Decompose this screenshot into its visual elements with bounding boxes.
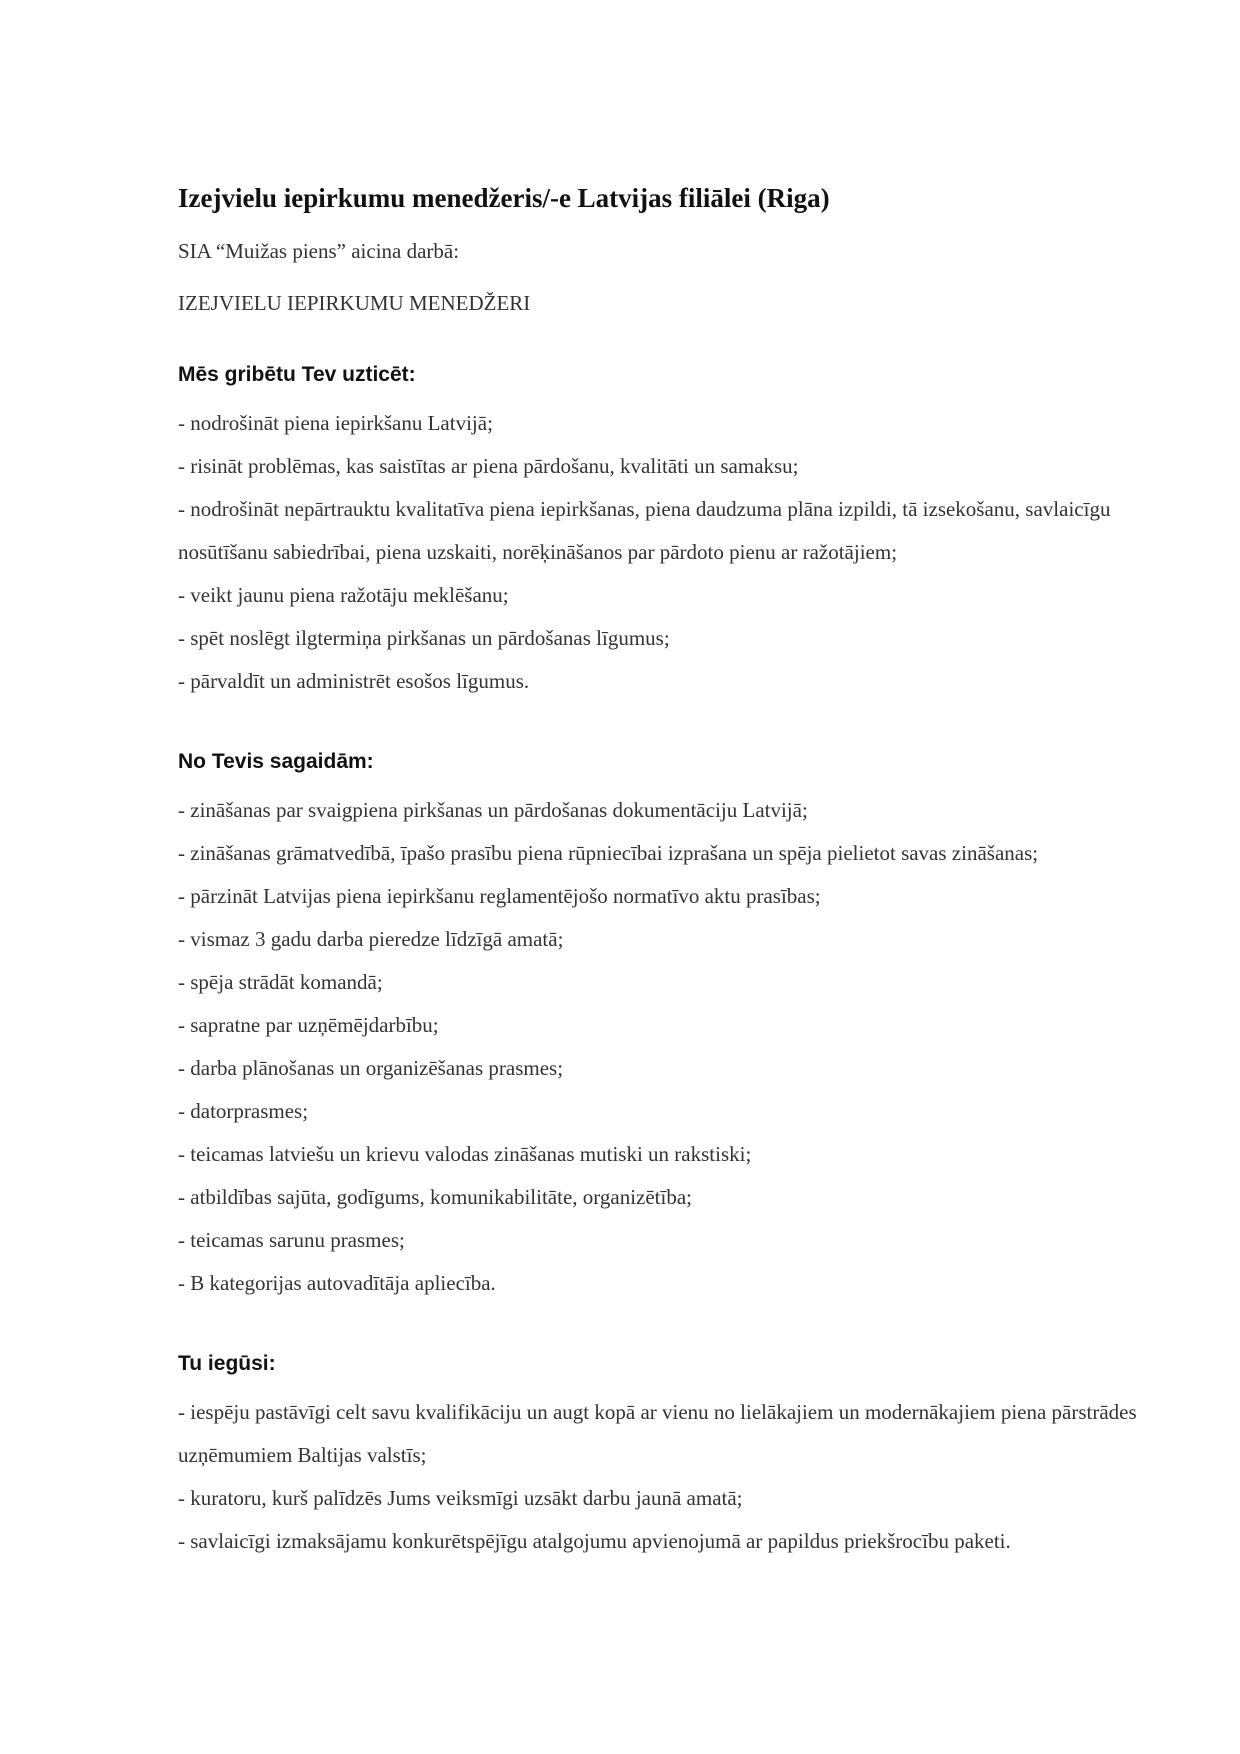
document-title: Izejvielu iepirkumu menedžeris/-e Latvijas filiālei (Riga) xyxy=(178,183,830,213)
list-item: - risināt problēmas, kas saistītas ar piena pārdošanu, kvalitāti un samaksu; xyxy=(178,454,799,478)
list-item: - sapratne par uzņēmējdarbību; xyxy=(178,1013,439,1037)
list-item: - spēt noslēgt ilgtermiņa pirkšanas un pārdošanas līgumus; xyxy=(178,626,670,650)
section-responsibilities xyxy=(178,360,1188,703)
list-item: - zināšanas par svaigpiena pirkšanas un pārdošanas dokumentāciju Latvijā; xyxy=(178,798,808,822)
list-item: - kuratoru, kurš palīdzēs Jums veiksmīgi uzsākt darbu jaunā amatā; xyxy=(178,1486,743,1510)
section-heading: No Tevis sagaidām: xyxy=(178,750,374,773)
section-requirements xyxy=(178,747,1188,1305)
list-item: - veikt jaunu piena ražotāju meklēšanu; xyxy=(178,583,509,607)
list-item: - B kategorijas autovadītāja apliecība. xyxy=(178,1271,496,1295)
list-item: - teicamas sarunu prasmes; xyxy=(178,1228,405,1252)
list-item: - spēja strādāt komandā; xyxy=(178,970,383,994)
list-item: - savlaicīgi izmaksājamu konkurētspējīgu atalgojumu apvienojumā ar papildus priekšrocību paketi. xyxy=(178,1529,1011,1553)
list-item: - zināšanas grāmatvedībā, īpašo prasību piena rūpniecībai izprašana un spēja pielietot savas zināšanas; xyxy=(178,841,1039,865)
company-intro: SIA “Muižas piens” aicina darbā: xyxy=(178,239,460,263)
list-item: - darba plānošanas un organizēšanas prasmes; xyxy=(178,1056,564,1080)
list-item: - nodrošināt piena iepirkšanu Latvijā; xyxy=(178,411,493,435)
list-item: - datorprasmes; xyxy=(178,1099,309,1123)
document-page xyxy=(178,178,1188,1607)
position-title: IZEJVIELU IEPIRKUMU MENEDŽERI xyxy=(178,291,531,315)
list-item: - pārzināt Latvijas piena iepirkšanu reglamentējošo normatīvo aktu prasības; xyxy=(178,884,821,908)
list-item: - atbildības sajūta, godīgums, komunikabilitāte, organizētība; xyxy=(178,1185,693,1209)
section-heading: Tu iegūsi: xyxy=(178,1352,276,1375)
list-item: - pārvaldīt un administrēt esošos līgumus. xyxy=(178,669,530,693)
list-item: - iespēju pastāvīgi celt savu kvalifikāciju un augt kopā ar vienu no lielākajiem un modernākajiem piena pārstrādes uzņēmumiem Baltijas valstīs; xyxy=(178,1400,1137,1467)
list-item: - nodrošināt nepārtrauktu kvalitatīva piena iepirkšanas, piena daudzuma plāna izpildi, tā izsekošanu, savlaicīgu nosūtīšanu sabiedrībai, piena uzskaiti, norēķināšanos par pārdoto pienu ar ražotājiem; xyxy=(178,497,1111,564)
section-heading: Mēs gribētu Tev uzticēt: xyxy=(178,363,416,386)
section-benefits xyxy=(178,1349,1188,1563)
list-item: - teicamas latviešu un krievu valodas zināšanas mutiski un rakstiski; xyxy=(178,1142,752,1166)
list-item: - vismaz 3 gadu darba pieredze līdzīgā amatā; xyxy=(178,927,564,951)
